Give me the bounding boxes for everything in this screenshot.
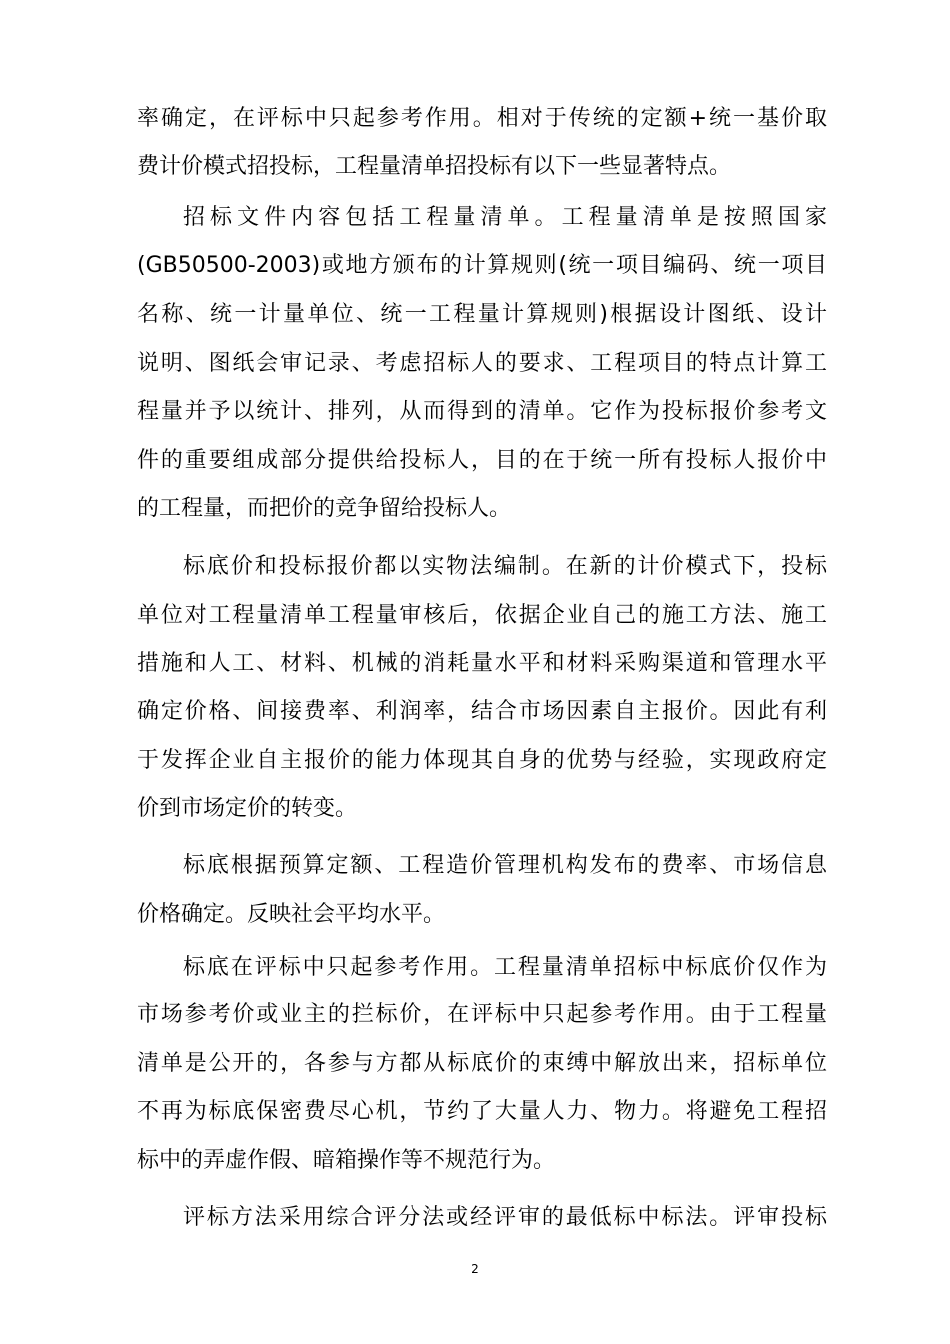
text-line: 的工程量，而把价的竞争留给投标人。	[137, 496, 512, 521]
text-line: 费计价模式招投标，工程量清单招投标有以下一些显著特点。	[137, 154, 732, 179]
text-line: 于发挥企业自主报价的能力体现其自身的优势与经验，实现政府定	[137, 748, 827, 773]
paragraph-first-line: 标底根据预算定额、工程造价管理机构发布的费率、市场信息	[183, 853, 827, 878]
paragraph-first-line: 标底在评标中只起参考作用。工程量清单招标中标底价仅作为	[183, 955, 827, 980]
text-line: 程量并予以统计、排列，从而得到的清单。它作为投标报价参考文	[137, 399, 827, 424]
text-line: 清单是公开的，各参与方都从标底价的束缚中解放出来，招标单位	[137, 1051, 827, 1076]
text-line: 说明、图纸会审记录、考虑招标人的要求、工程项目的特点计算工	[137, 351, 827, 376]
text-line: 名称、统一计量单位、统一工程量计算规则)根据设计图纸、设计	[137, 302, 827, 327]
page-number: 2	[471, 1262, 479, 1276]
text-line: 措施和人工、材料、机械的消耗量水平和材料采购渠道和管理水平	[137, 651, 827, 676]
text-line: 价到市场定价的转变。	[137, 796, 358, 821]
paragraph-first-line: 标底价和投标报价都以实物法编制。在新的计价模式下，投标	[183, 554, 827, 579]
paragraph-first-line: 招标文件内容包括工程量清单。工程量清单是按照国家	[183, 205, 827, 230]
text-line: 确定价格、间接费率、利润率，结合市场因素自主报价。因此有利	[137, 699, 827, 724]
text-line: 标中的弄虚作假、暗箱操作等不规范行为。	[137, 1148, 556, 1173]
text-line: 市场参考价或业主的拦标价，在评标中只起参考作用。由于工程量	[137, 1002, 827, 1027]
text-line: 率确定，在评标中只起参考作用。相对于传统的定额+统一基价取	[137, 106, 827, 131]
text-line: 件的重要组成部分提供给投标人，目的在于统一所有投标人报价中	[137, 448, 827, 473]
text-line: 不再为标底保密费尽心机，节约了大量人力、物力。将避免工程招	[137, 1099, 827, 1124]
paragraph-first-line: 评标方法采用综合评分法或经评审的最低标中标法。评审投标	[183, 1205, 827, 1230]
text-line: 单位对工程量清单工程量审核后，依据企业自己的施工方法、施工	[137, 603, 827, 628]
text-line: 价格确定。反映社会平均水平。	[137, 902, 446, 927]
text-line: (GB50500-2003)或地方颁布的计算规则(统一项目编码、统一项目	[137, 253, 827, 278]
